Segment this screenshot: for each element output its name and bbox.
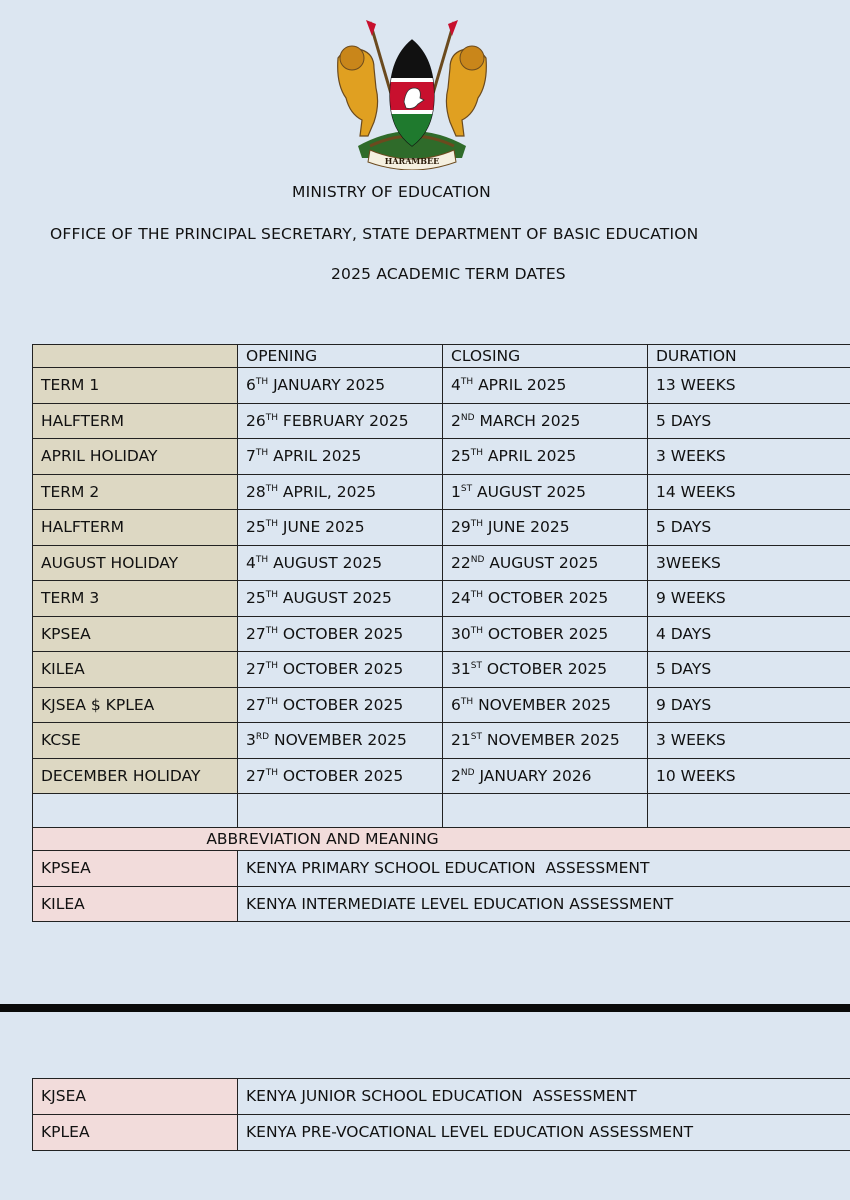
- abbreviation-row: [33, 1079, 850, 1115]
- duration: 10 WEEKS: [648, 758, 850, 794]
- opening-date: [238, 687, 443, 723]
- header-cell-closing: CLOSING: [443, 345, 648, 368]
- closing-date: [443, 687, 648, 723]
- blank-cell: [648, 794, 850, 828]
- date-ordinal: TH: [265, 590, 278, 600]
- date-ordinal: ND: [460, 412, 475, 423]
- date-ordinal: ST: [460, 483, 473, 494]
- term-dates-table: [32, 344, 850, 922]
- duration: 3 WEEKS: [648, 723, 850, 759]
- abbreviation-code: KPSEA: [33, 851, 238, 887]
- term-label: KPSEA: [33, 616, 238, 652]
- term-label: APRIL HOLIDAY: [33, 439, 238, 475]
- duration: 4 DAYS: [648, 616, 850, 652]
- abbreviation-code: KILEA: [33, 886, 238, 922]
- header-cell-duration: DURATION: [648, 345, 850, 368]
- date-day: 1: [451, 482, 461, 501]
- term-label: HALFTERM: [33, 403, 238, 439]
- abbreviation-meaning: KENYA INTERMEDIATE LEVEL EDUCATION ASSESSMENT: [238, 886, 850, 922]
- date-month-year: JUNE 2025: [278, 518, 365, 536]
- date-ordinal: TH: [265, 661, 278, 671]
- date-month-year: NOVEMBER 2025: [481, 731, 620, 749]
- date-month-year: OCTOBER 2025: [278, 695, 404, 714]
- header-cell-opening: OPENING: [238, 345, 443, 368]
- date-day: 22: [451, 553, 471, 572]
- opening-date: [238, 581, 443, 617]
- date-day: 28: [246, 482, 266, 501]
- date-ordinal: TH: [470, 519, 483, 529]
- date-day: 27: [246, 660, 266, 678]
- term-label: HALFTERM: [33, 510, 238, 546]
- date-day: 6: [246, 376, 256, 394]
- date-day: 4: [246, 553, 256, 572]
- closing-date: [443, 474, 648, 510]
- closing-date: [443, 758, 648, 794]
- date-month-year: AUGUST 2025: [484, 553, 599, 572]
- duration: 14 WEEKS: [648, 474, 850, 510]
- opening-date: [238, 474, 443, 510]
- table-row: [33, 403, 850, 439]
- date-day: 25: [451, 447, 471, 465]
- date-month-year: NOVEMBER 2025: [473, 695, 611, 714]
- abbreviation-table-continued: [32, 1078, 850, 1151]
- date-month-year: JANUARY 2025: [268, 376, 386, 394]
- date-day: 4: [451, 376, 461, 394]
- term-label: KJSEA $ KPLEA: [33, 687, 238, 723]
- opening-date: [238, 545, 443, 581]
- date-day: 7: [246, 447, 256, 465]
- term-label: TERM 1: [33, 368, 238, 404]
- duration: 9 DAYS: [648, 687, 850, 723]
- date-month-year: APRIL 2025: [483, 447, 577, 465]
- table-row: [33, 368, 850, 404]
- date-day: 2: [451, 411, 461, 430]
- abbreviation-row: [33, 886, 850, 922]
- table-row: [33, 474, 850, 510]
- date-day: 3: [246, 731, 256, 749]
- term-label: AUGUST HOLIDAY: [33, 545, 238, 581]
- header-cell-label: [33, 345, 238, 368]
- abbreviation-meaning: KENYA JUNIOR SCHOOL EDUCATION ASSESSMENT: [238, 1079, 850, 1115]
- table-header-row: [33, 345, 850, 368]
- date-month-year: OCTOBER 2025: [278, 766, 404, 785]
- duration: 13 WEEKS: [648, 368, 850, 404]
- date-month-year: AUGUST 2025: [268, 553, 383, 572]
- abbreviation-code: KPLEA: [33, 1115, 238, 1151]
- date-ordinal: TH: [265, 483, 278, 494]
- abbreviation-row: [33, 1115, 850, 1151]
- closing-date: [443, 368, 648, 404]
- document-title: 2025 ACADEMIC TERM DATES: [331, 265, 566, 283]
- duration: 3WEEKS: [648, 545, 850, 581]
- date-month-year: JUNE 2025: [483, 518, 570, 536]
- duration: 9 WEEKS: [648, 581, 850, 617]
- closing-date: [443, 510, 648, 546]
- date-day: 26: [246, 411, 266, 430]
- blank-row: [33, 794, 850, 828]
- date-day: 25: [246, 589, 266, 607]
- table-row: [33, 581, 850, 617]
- opening-date: [238, 616, 443, 652]
- date-ordinal: TH: [255, 554, 269, 565]
- opening-date: [238, 439, 443, 475]
- date-month-year: NOVEMBER 2025: [269, 731, 407, 749]
- term-label: TERM 2: [33, 474, 238, 510]
- date-month-year: JANUARY 2026: [474, 766, 592, 785]
- closing-date: [443, 403, 648, 439]
- ministry-heading: MINISTRY OF EDUCATION: [292, 183, 491, 201]
- closing-date: [443, 439, 648, 475]
- date-day: 6: [451, 695, 461, 714]
- page-break-rule: [0, 1004, 850, 1012]
- opening-date: [238, 652, 443, 688]
- kenya-coat-of-arms-crest: [330, 18, 494, 170]
- date-month-year: FEBRUARY 2025: [278, 411, 409, 430]
- opening-date: [238, 723, 443, 759]
- term-label: KCSE: [33, 723, 238, 759]
- date-ordinal: TH: [470, 448, 483, 458]
- abbreviation-meaning: KENYA PRIMARY SCHOOL EDUCATION ASSESSMENT: [238, 851, 850, 887]
- term-label: KILEA: [33, 652, 238, 688]
- closing-date: [443, 545, 648, 581]
- abbreviation-heading: ABBREVIATION AND MEANING: [33, 828, 850, 851]
- table-row: [33, 616, 850, 652]
- blank-cell: [443, 794, 648, 828]
- date-ordinal: TH: [255, 377, 269, 387]
- date-month-year: APRIL 2025: [473, 376, 567, 394]
- term-label: DECEMBER HOLIDAY: [33, 758, 238, 794]
- table-row: [33, 723, 850, 759]
- date-day: 31: [451, 660, 471, 678]
- date-ordinal: TH: [470, 590, 483, 600]
- term-label: TERM 3: [33, 581, 238, 617]
- date-ordinal: TH: [265, 696, 278, 707]
- date-month-year: OCTOBER 2025: [481, 660, 608, 678]
- date-ordinal: ND: [470, 554, 485, 565]
- opening-date: [238, 510, 443, 546]
- date-day: 27: [246, 624, 266, 643]
- date-ordinal: ND: [460, 767, 475, 778]
- date-month-year: AUGUST 2025: [472, 482, 587, 501]
- date-ordinal: TH: [265, 625, 278, 636]
- date-ordinal: TH: [255, 448, 269, 458]
- date-day: 27: [246, 695, 266, 714]
- date-ordinal: TH: [470, 625, 483, 636]
- date-day: 27: [246, 766, 266, 785]
- duration: 5 DAYS: [648, 403, 850, 439]
- date-month-year: OCTOBER 2025: [278, 624, 404, 643]
- date-day: 30: [451, 624, 471, 643]
- opening-date: [238, 758, 443, 794]
- date-day: 24: [451, 589, 471, 607]
- date-month-year: AUGUST 2025: [278, 589, 392, 607]
- abbreviation-row: [33, 851, 850, 887]
- date-month-year: MARCH 2025: [474, 411, 581, 430]
- opening-date: [238, 368, 443, 404]
- blank-cell: [238, 794, 443, 828]
- crest-motto: HARAMBEE: [384, 156, 440, 166]
- date-ordinal: TH: [460, 377, 474, 387]
- date-ordinal: TH: [460, 696, 474, 707]
- table-row: [33, 510, 850, 546]
- date-ordinal: ST: [470, 661, 482, 671]
- date-day: 25: [246, 518, 266, 536]
- abbreviation-heading-row: [33, 828, 850, 851]
- abbreviation-code: KJSEA: [33, 1079, 238, 1115]
- date-month-year: OCTOBER 2025: [483, 624, 609, 643]
- duration: 3 WEEKS: [648, 439, 850, 475]
- blank-cell: [33, 794, 238, 828]
- duration: 5 DAYS: [648, 510, 850, 546]
- table-row: [33, 545, 850, 581]
- abbreviation-meaning: KENYA PRE-VOCATIONAL LEVEL EDUCATION ASSESSMENT: [238, 1115, 850, 1151]
- closing-date: [443, 616, 648, 652]
- date-ordinal: ST: [470, 732, 482, 742]
- closing-date: [443, 581, 648, 617]
- date-day: 2: [451, 766, 461, 785]
- table-row: [33, 687, 850, 723]
- opening-date: [238, 403, 443, 439]
- date-ordinal: RD: [255, 732, 270, 742]
- duration: 5 DAYS: [648, 652, 850, 688]
- table-row: [33, 652, 850, 688]
- office-heading: OFFICE OF THE PRINCIPAL SECRETARY, STATE DEPARTMENT OF BASIC EDUCATION: [50, 225, 699, 243]
- date-ordinal: TH: [265, 767, 278, 778]
- date-month-year: OCTOBER 2025: [483, 589, 609, 607]
- date-month-year: APRIL 2025: [268, 447, 362, 465]
- date-day: 21: [451, 731, 471, 749]
- closing-date: [443, 723, 648, 759]
- date-ordinal: TH: [265, 519, 278, 529]
- closing-date: [443, 652, 648, 688]
- date-day: 29: [451, 518, 471, 536]
- table-row: [33, 758, 850, 794]
- date-month-year: OCTOBER 2025: [278, 660, 404, 678]
- table-row: [33, 439, 850, 475]
- date-ordinal: TH: [265, 412, 278, 423]
- date-month-year: APRIL, 2025: [278, 482, 377, 501]
